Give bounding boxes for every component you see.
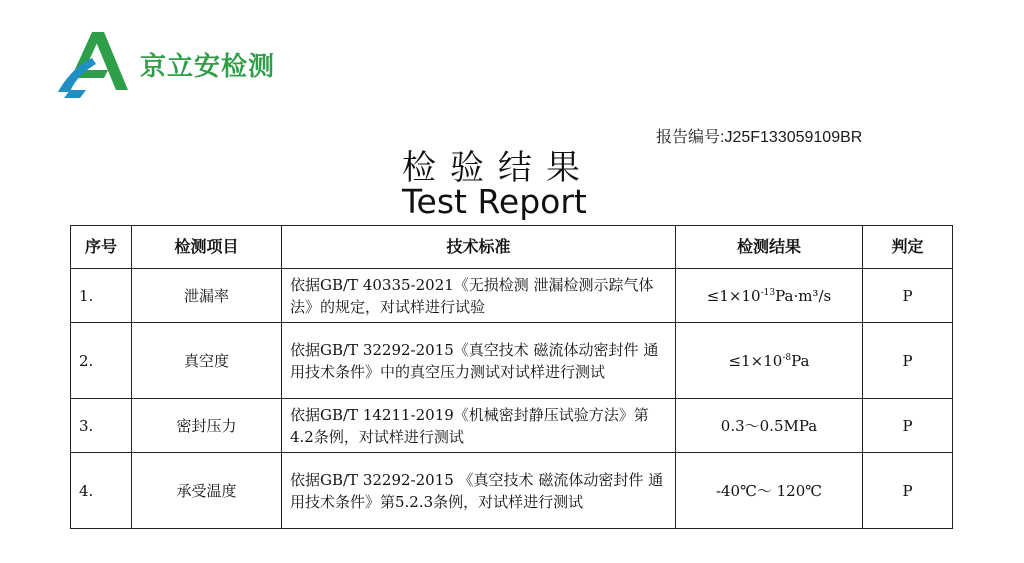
test-result: $\le 1\times 10^{-8}Pa$: [676, 323, 863, 399]
technical-standard: 依据GB/T 40335-2021《无损检测 泄漏检测示踪气体法》的规定，对试样进行试验: [282, 269, 676, 323]
row-number: 1.: [71, 269, 132, 323]
header-judgement: 判定: [863, 226, 953, 269]
table-row: [71, 453, 953, 529]
table-row: [71, 323, 953, 399]
judgement: P: [863, 399, 953, 453]
row-number: 3.: [71, 399, 132, 453]
results-table: [70, 225, 953, 529]
test-item: 真空度: [132, 323, 282, 399]
row-number: 4.: [71, 453, 132, 529]
report-number: 报告编号:J25F133059109BR: [656, 129, 863, 146]
test-result: 0.3～0.5MPa: [676, 399, 863, 453]
header-standard: 技术标准: [282, 226, 676, 269]
header-no: 序号: [71, 226, 132, 269]
logo-mark-icon: [52, 28, 132, 100]
judgement: P: [863, 323, 953, 399]
header-item: 检测项目: [132, 226, 282, 269]
title-english: Test Report: [402, 182, 587, 221]
technical-standard: 依据GB/T 32292-2015《真空技术 磁流体动密封件 通用技术条件》中的真空压力测试对试样进行测试: [282, 323, 676, 399]
title-chinese: 检验结果: [402, 148, 594, 188]
test-item: 泄漏率: [132, 269, 282, 323]
row-number: 2.: [71, 323, 132, 399]
logo-text: 京立安检测: [140, 52, 276, 82]
test-item: 承受温度: [132, 453, 282, 529]
table-row: [71, 269, 953, 323]
table-header-row: [71, 226, 953, 269]
technical-standard: 依据GB/T 14211-2019《机械密封静压试验方法》第4.2条例，对试样进行测试: [282, 399, 676, 453]
judgement: P: [863, 453, 953, 529]
table-row: [71, 399, 953, 453]
judgement: P: [863, 269, 953, 323]
test-result: -40℃～ 120℃: [676, 453, 863, 529]
technical-standard: 依据GB/T 32292-2015 《真空技术 磁流体动密封件 通用技术条件》第5.2.3条例，对试样进行测试: [282, 453, 676, 529]
test-result: $\le 1\times 10^{-13}Pa\cdot m^3/s$: [676, 269, 863, 323]
test-item: 密封压力: [132, 399, 282, 453]
company-logo: [52, 28, 302, 100]
header-result: 检测结果: [676, 226, 863, 269]
